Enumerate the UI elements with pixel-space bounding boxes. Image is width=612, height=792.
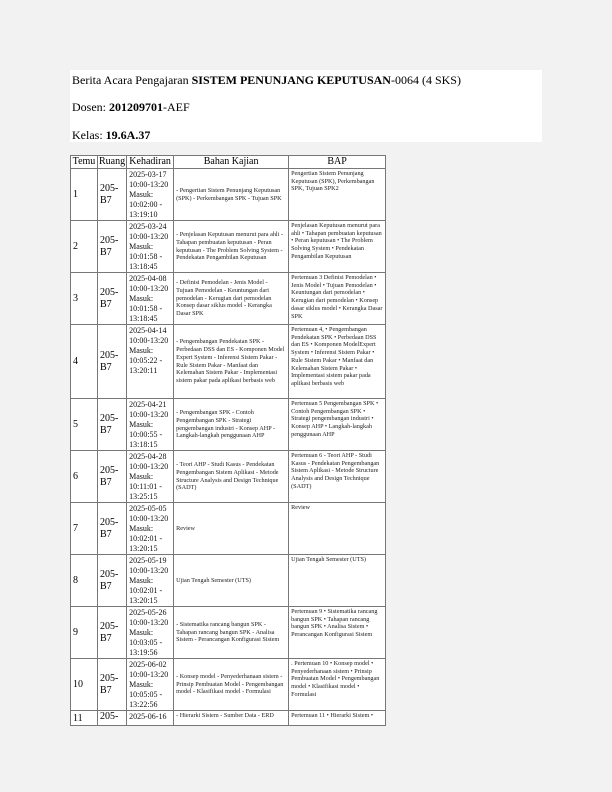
attendance-line: 2025-05-19	[129, 556, 167, 565]
attendance-line: 10:00-13:20	[129, 514, 169, 523]
room-text: B7	[100, 424, 112, 436]
attendance-line: 10:02:01 -	[129, 586, 163, 595]
room-text: 205-	[100, 672, 119, 684]
cell-kehadiran	[127, 273, 174, 325]
cell-temu: 3	[71, 273, 98, 325]
cell-bahan-kajian: - Pengembangan Pendekatan SPK - Perbedaan DSS dan ES - Komponen Model Expert System - Inferensi Sistem Pakar - Rule Sistem Pakar - Manfaat dan Kelemahan Sistem Pakar - Implementasi sistem pakar pada aplikasi berbasis web	[174, 325, 289, 399]
cell-temu: 6	[71, 451, 98, 503]
room-text: B7	[100, 298, 112, 310]
cell-bahan-kajian: - Hierarki Sistem - Sumber Data - ERD	[174, 711, 289, 726]
cell-bahan-kajian: Review	[174, 503, 289, 555]
cell-bahan-kajian: - Pengertian Sistem Penunjang Keputusan (SPK) - Perkembangan SPK - Tujuan SPK	[174, 169, 289, 221]
table-header-row	[71, 156, 386, 169]
attendance-line: 13:18:15	[129, 440, 158, 449]
attendance-line: 13:20:15	[129, 544, 158, 553]
table-row	[71, 659, 386, 711]
cell-temu: 2	[71, 221, 98, 273]
cell-ruang	[98, 451, 127, 503]
room-text: B7	[100, 580, 112, 592]
room-text: 205-	[100, 349, 119, 361]
lecturer-label: Dosen:	[72, 100, 109, 114]
cell-bap: Pertemuan 6 - Teori AHP - Studi Kasus - Pendekatan Pengembangan Sistem Aplikasi - Metode Structure Analysis and Design Technique (SADT)	[289, 451, 386, 503]
attendance-line: 13:18:45	[129, 314, 158, 323]
cell-kehadiran	[127, 711, 174, 726]
table-row	[71, 221, 386, 273]
attendance-line: 13:19:10	[129, 210, 158, 219]
attendance-line: 10:00-13:20	[129, 566, 169, 575]
attendance-line: 2025-04-28	[129, 452, 167, 461]
cell-bahan-kajian: - Definisi Pemodelan - Jenis Model - Tujuan Pemodelan - Keuntungan dari pemodelan - Kerugian dari pemodelan Konsep dasar siklus model - Kerangka Dasar SPK	[174, 273, 289, 325]
lecturer-suffix: -AEF	[163, 100, 190, 114]
cell-temu: 7	[71, 503, 98, 555]
table-row	[71, 555, 386, 607]
table-body	[71, 169, 386, 726]
attendance-line: 13:20:11	[129, 366, 158, 375]
attendance-line: 13:20:15	[129, 596, 158, 605]
attendance-line: 13:22:56	[129, 700, 158, 709]
attendance-line: 2025-05-26	[129, 608, 167, 617]
room-text: B7	[100, 361, 112, 373]
cell-kehadiran	[127, 325, 174, 399]
cell-bap: Ujian Tengah Semester (UTS)	[289, 555, 386, 607]
cell-ruang	[98, 711, 127, 726]
attendance-line: 2025-05-05	[129, 504, 167, 513]
cell-ruang	[98, 169, 127, 221]
cell-bap: . Pertemuan 10 • Konsep model • Penyederhanaan sistem • Prinsip Pembuatan Model • Pengembangan model • Klasifikasi model • Formulasi	[289, 659, 386, 711]
cell-kehadiran	[127, 221, 174, 273]
cell-temu: 8	[71, 555, 98, 607]
table-row	[71, 273, 386, 325]
attendance-line: 2025-03-24	[129, 222, 167, 231]
cell-bap: Pertemuan 9 • Sistematika rancang bangun SPK • Tahapan rancang bangun SPK • Analisa Sistem • Perancangan Konfigurasi Sistem	[289, 607, 386, 659]
attendance-line: 10:05:05 -	[129, 690, 163, 699]
attendance-line: 10:00-13:20	[129, 618, 169, 627]
header-kehadiran: Kehadiran	[127, 156, 174, 169]
class-code: 19.6A.37	[105, 128, 151, 142]
cell-ruang	[98, 325, 127, 399]
attendance-line: Masuk:	[129, 242, 154, 251]
attendance-line: Masuk:	[129, 524, 154, 533]
room-text: 205-	[100, 711, 119, 722]
attendance-line: 13:18:45	[129, 262, 158, 271]
attendance-line: 10:00-13:20	[129, 180, 169, 189]
cell-bap: Pertemuan 4, • Pengembangan Pendekatan SPK • Perbedaan DSS dan ES • Komponen ModelExpert System • Inferensi Sistem Pakar • Rule Sistem Pakar • Manfaat dan Kelemahan Sistem Pakar • Implementasi sistem pakar pada aplikasi berbasis web	[289, 325, 386, 399]
attendance-line: 10:01:58 -	[129, 304, 163, 313]
header-bap: BAP	[289, 156, 386, 169]
class-label: Kelas:	[72, 128, 106, 142]
room-text: B7	[100, 684, 112, 696]
header-temu: Temu	[71, 156, 98, 169]
attendance-line: 2025-06-16	[129, 712, 167, 721]
attendance-line: 2025-06-02	[129, 660, 167, 669]
attendance-line: 10:02:01 -	[129, 534, 163, 543]
table-row	[71, 169, 386, 221]
attendance-line: 10:02:00 -	[129, 200, 163, 209]
header-bahan-kajian: Bahan Kajian	[174, 156, 289, 169]
cell-ruang	[98, 503, 127, 555]
attendance-line: 10:00-13:20	[129, 232, 169, 241]
attendance-line: 2025-04-14	[129, 326, 167, 335]
cell-kehadiran	[127, 169, 174, 221]
lecturer-line	[72, 100, 190, 114]
cell-kehadiran	[127, 659, 174, 711]
cell-kehadiran	[127, 607, 174, 659]
cell-ruang	[98, 555, 127, 607]
attendance-line: Masuk:	[129, 346, 154, 355]
cell-bahan-kajian: - Sistematika rancang bangun SPK - Tahapan rancang bangun SPK - Analisa Sistem - Perancangan Konfigurasi Sistem	[174, 607, 289, 659]
attendance-line: 10:00:55 -	[129, 430, 163, 439]
room-text: B7	[100, 528, 112, 540]
table-row	[71, 503, 386, 555]
cell-bap: Pengertian Sistem Penunjang Keputusan (SPK), Perkembangan SPK, Tujuan SPK2	[289, 169, 386, 221]
room-text: 205-	[100, 568, 119, 580]
cell-ruang	[98, 659, 127, 711]
attendance-line: Masuk:	[129, 420, 154, 429]
attendance-line: 10:00-13:20	[129, 462, 169, 471]
attendance-line: Masuk:	[129, 680, 154, 689]
attendance-line: 10:00-13:20	[129, 284, 169, 293]
attendance-line: 10:05:22 -	[129, 356, 163, 365]
attendance-line: 2025-03-17	[129, 170, 167, 179]
attendance-line: 10:00-13:20	[129, 670, 169, 679]
cell-bap: Pertemuan 5 Pengembangan SPK • Contoh Pengembangan SPK • Strategi pengembangan industri • Konsep AHP • Langkah-langkah penggunaan AHP	[289, 399, 386, 451]
attendance-line: Masuk:	[129, 190, 154, 199]
table-row	[71, 399, 386, 451]
cell-bahan-kajian: - Pengembangan SPK - Contoh Pengembangan SPK - Strategi pengembangan industri - Konsep AHP - Langkah-langkah penggunaan AHP	[174, 399, 289, 451]
cell-ruang	[98, 399, 127, 451]
attendance-table	[70, 155, 386, 726]
cell-temu: 9	[71, 607, 98, 659]
cell-bahan-kajian: - Teori AHP - Studi Kasus - Pendekatan Pengembangan Sistem Aplikasi - Metode Structure Analysis and Design Technique (SADT)	[174, 451, 289, 503]
cell-bahan-kajian: Ujian Tengah Semester (UTS)	[174, 555, 289, 607]
attendance-line: 2025-04-21	[129, 400, 167, 409]
class-line	[72, 128, 150, 142]
cell-ruang	[98, 221, 127, 273]
cell-kehadiran	[127, 555, 174, 607]
cell-bap: Pertemuan 11 • Hierarki Sistem •	[289, 711, 386, 726]
attendance-line: 13:19:56	[129, 648, 158, 657]
attendance-line: Masuk:	[129, 576, 154, 585]
cell-temu: 1	[71, 169, 98, 221]
attendance-line: Masuk:	[129, 294, 154, 303]
cell-bap: Penjelasan Keputusan menurut para ahli • Tahapan pembuatan keputusan • Peran keputusan • The Problem Solving System • Pendekatan Pengambilan Keputusan	[289, 221, 386, 273]
attendance-line: Masuk:	[129, 472, 154, 481]
cell-kehadiran	[127, 399, 174, 451]
attendance-line: 10:00-13:20	[129, 410, 169, 419]
attendance-line: 10:03:05 -	[129, 638, 163, 647]
attendance-line: 10:01:58 -	[129, 252, 163, 261]
cell-bahan-kajian: - Konsep model - Penyederhanaan sistem - Prinsip Pembuatan Model - Pengembangan model - Klasifikasi model - Formulasi	[174, 659, 289, 711]
room-text: 205-	[100, 286, 119, 298]
cell-bap: Review	[289, 503, 386, 555]
attendance-line: Masuk:	[129, 628, 154, 637]
document-header	[70, 70, 542, 142]
course-name: SISTEM PENUNJANG KEPUTUSAN	[191, 73, 391, 87]
table-row	[71, 607, 386, 659]
attendance-line: 2025-04-08	[129, 274, 167, 283]
room-text: B7	[100, 476, 112, 488]
attendance-line: 13:25:15	[129, 492, 158, 501]
table-row	[71, 711, 386, 726]
attendance-line: 10:11:01 -	[129, 482, 162, 491]
lecturer-id: 201209701	[109, 100, 163, 114]
room-text: 205-	[100, 516, 119, 528]
course-code: -0064 (4 SKS)	[390, 73, 461, 87]
table-row	[71, 451, 386, 503]
attendance-line: 10:00-13:20	[129, 336, 169, 345]
cell-temu: 4	[71, 325, 98, 399]
room-text: 205-	[100, 464, 119, 476]
header-ruang: Ruang	[99, 156, 126, 167]
cell-ruang	[98, 607, 127, 659]
cell-temu: 10	[71, 659, 98, 711]
cell-bap: Pertemuan 3 Definisi Pemodelan • Jenis Model • Tujuan Pemodelan • Keuntungan dari pemodelan • Kerugian dari pemodelan • Konsep dasar siklus model • Kerangka Dasar SPK	[289, 273, 386, 325]
room-text: 205-	[100, 412, 119, 424]
cell-kehadiran	[127, 503, 174, 555]
room-text: B7	[100, 632, 112, 644]
course-line	[72, 73, 461, 87]
course-label: Berita Acara Pengajaran	[72, 73, 192, 87]
room-text: B7	[100, 246, 112, 258]
table-row	[71, 325, 386, 399]
cell-kehadiran	[127, 451, 174, 503]
cell-temu: 5	[71, 399, 98, 451]
cell-ruang	[98, 273, 127, 325]
room-text: 205-	[100, 620, 119, 632]
room-text: 205-	[100, 182, 119, 194]
room-text: 205-	[100, 234, 119, 246]
room-text: B7	[100, 194, 112, 206]
cell-temu: 11	[71, 711, 98, 726]
cell-bahan-kajian: - Penjelasan Keputusan menurut para ahli - Tahapan pembuatan keputusan - Peran keputusan - The Problem Solving System - Pendekatan Pengambilan Keputusan	[174, 221, 289, 273]
